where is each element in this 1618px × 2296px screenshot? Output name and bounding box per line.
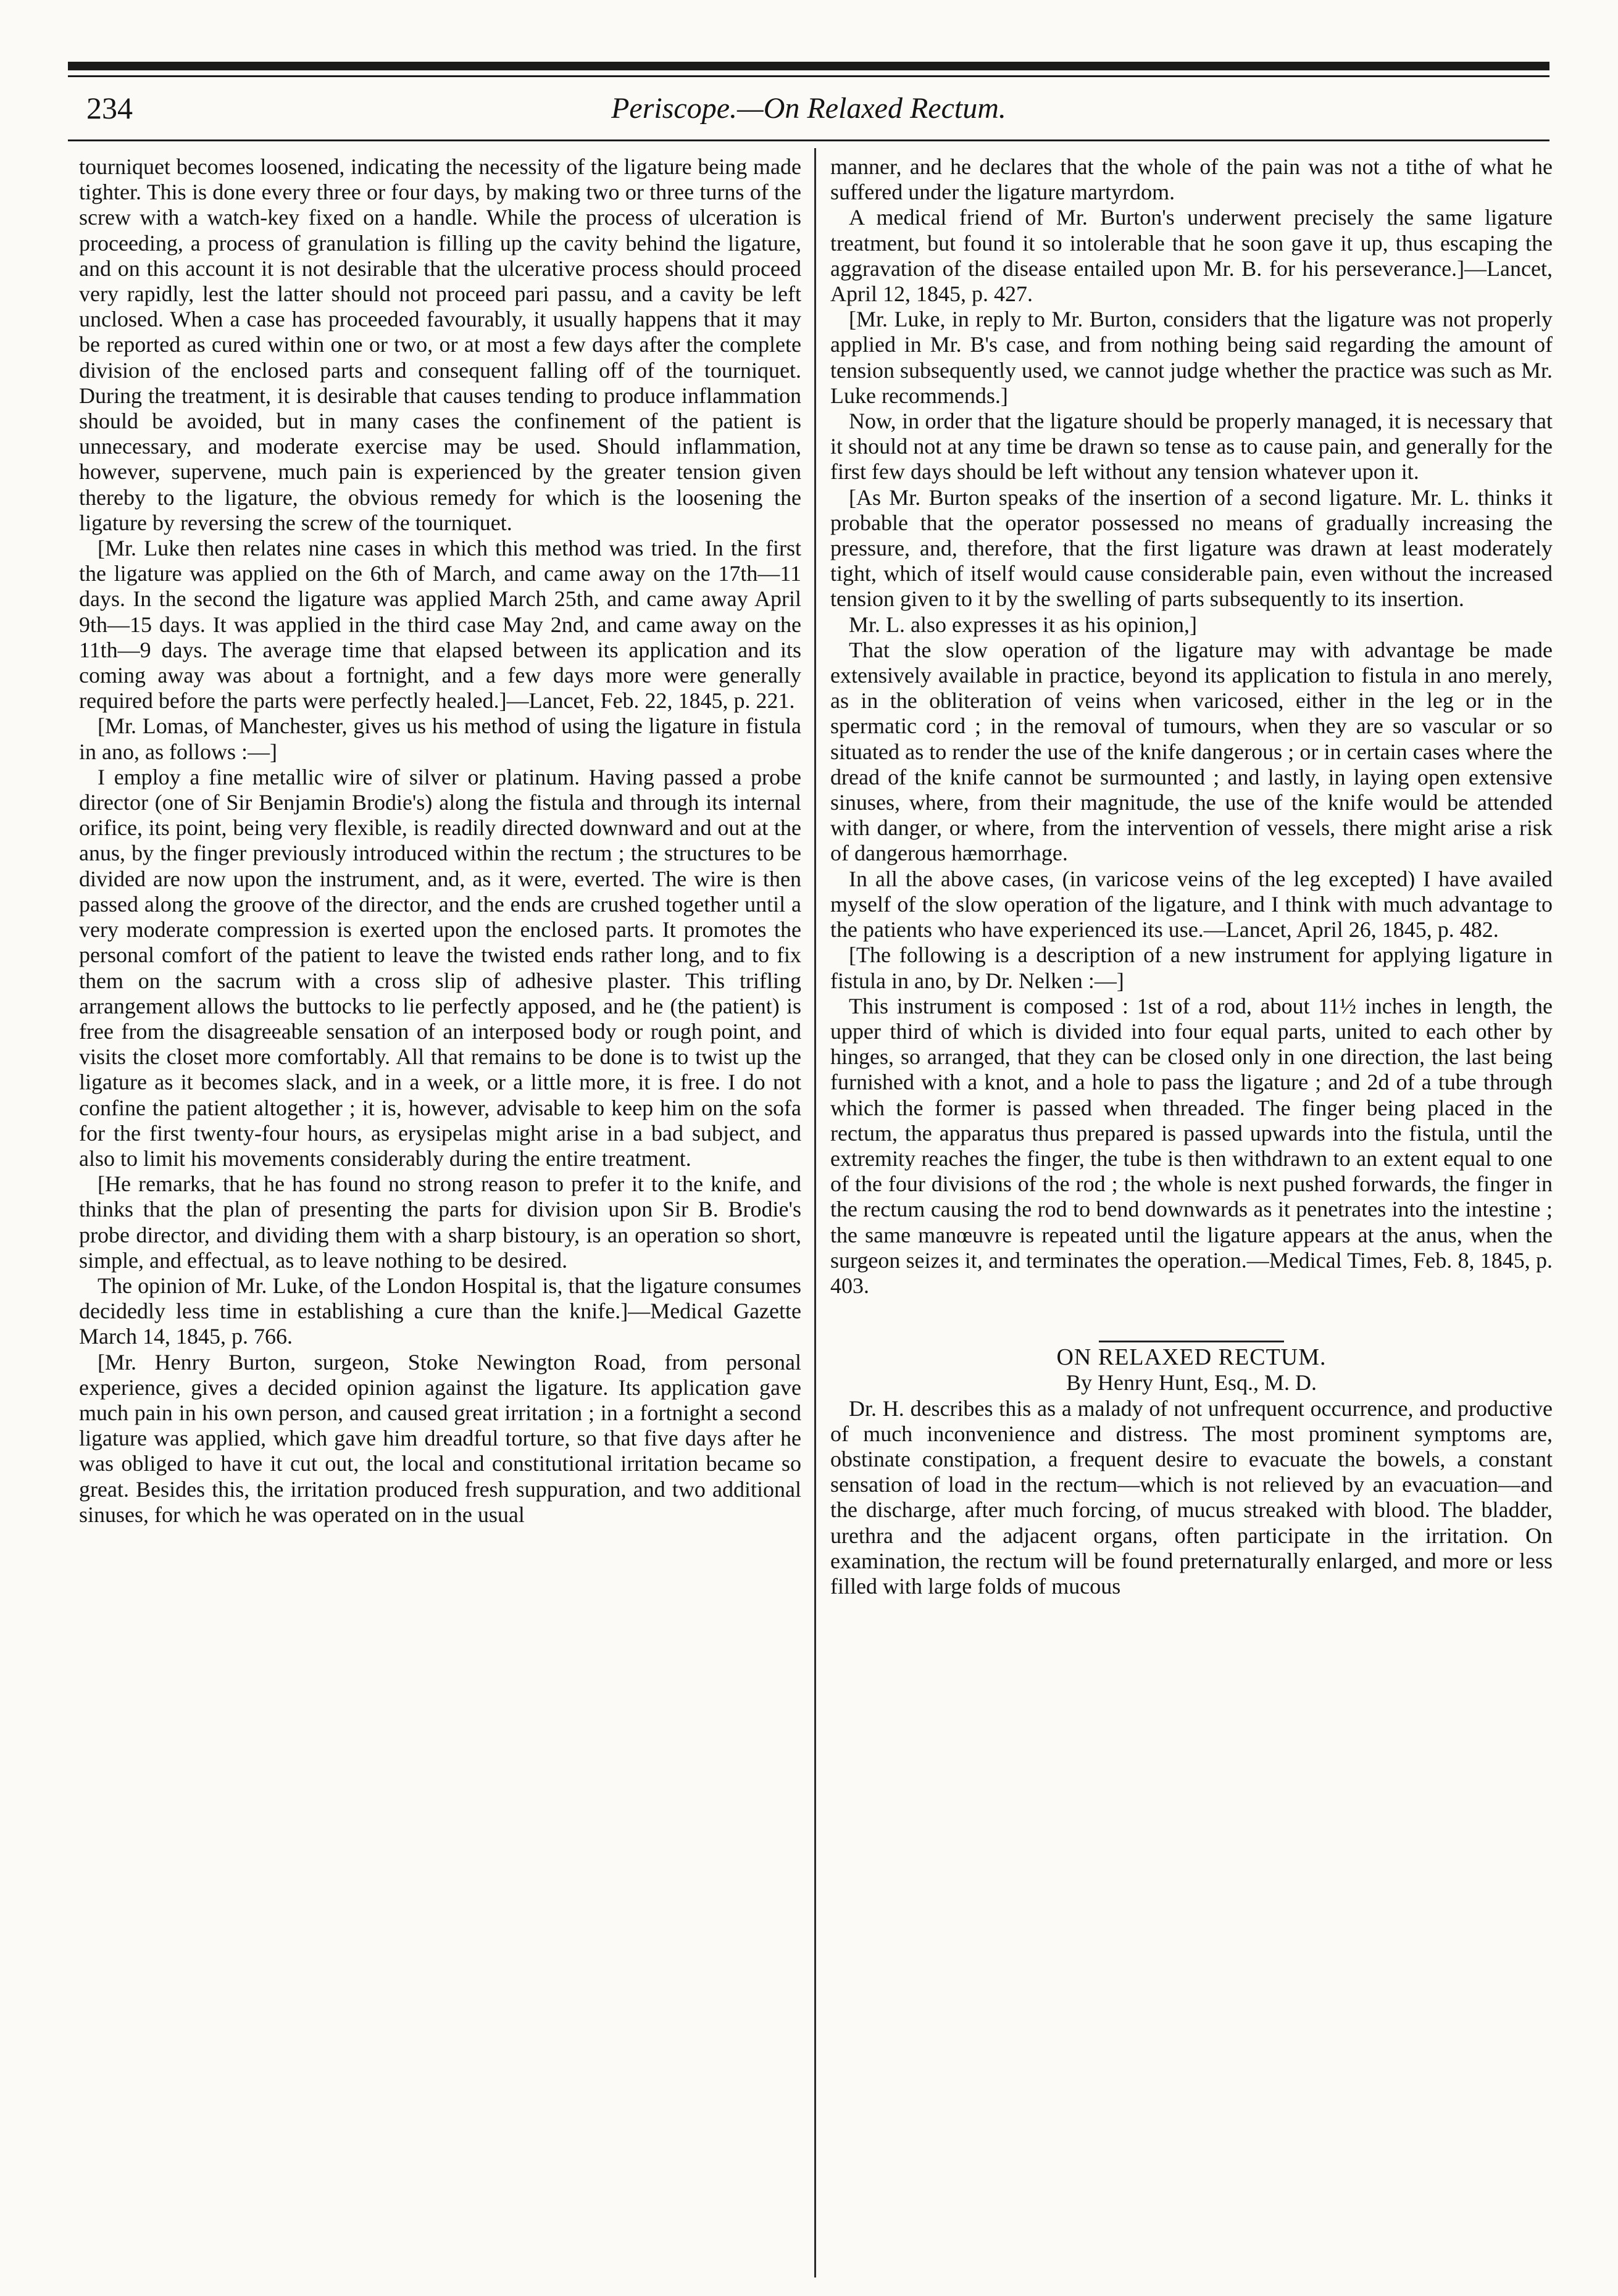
left-column [79, 154, 801, 2277]
section-spacer [830, 1299, 1553, 1336]
paragraph: That the slow operation of the ligature may with advantage be made extensively available in practice, beyond its application to fistula in ano merely, as in the obliteration of veins when varicosed, either in the leg or in the spermatic cord ; in the removal of tumours, when they are so vascular or so situated as to render the use of the knife dangerous ; or in certain cases where the dread of the knife cannot be surmounted ; and lastly, in laying open extensive sinuses, where, from their magnitude, the use of the knife would be attended with danger, or where, from the intervention of vessels, there might arise a risk of dangerous hæmorrhage. [830, 637, 1553, 866]
column-divider [814, 148, 816, 2277]
section-title: ON RELAXED RECTUM. [1056, 1344, 1327, 1371]
header-rule [68, 139, 1549, 141]
paragraph: I employ a fine metallic wire of silver or platinum. Having passed a probe director (one of Sir Benjamin Brodie's) along the fistula and through its internal orifice, its point, being very flexible, is readily directed downward and out at the anus, by the finger previously introduced within the rectum ; the structures to be divided are now upon the instrument, and, as it were, everted. The wire is then passed along the groove of the director, and the ends are crushed together until a very moderate compression is exerted upon the enclosed parts. It promotes the personal comfort of the patient to leave the twisted ends rather long, and to fix them on the sacrum with a cross slip of adhesive plaster. This trifling arrangement allows the buttocks to lie perfectly apposed, and he (the patient) is free from the disagreeable sensation of an interposed body or rough point, and visits the closet more comfortably. All that remains to be done is to twist up the ligature as it becomes slack, and in a week, or a little more, it is free. I do not confine the patient altogether ; it is, however, advisable to keep him on the sofa for the first twenty-four hours, as erysipelas might arise in a bad subject, and also to limit his movements considerably during the entire treatment. [79, 764, 801, 1171]
paragraph: manner, and he declares that the whole of the pain was not a tithe of what he suffered under the ligature martyrdom. [830, 154, 1553, 205]
top-double-rule [68, 62, 1549, 70]
paragraph: Now, in order that the ligature should be properly managed, it is necessary that it should not at any time be drawn so tense as to cause pain, and generally for the first few days should be left without any tension whatever upon it. [830, 409, 1553, 485]
section-rule [1099, 1341, 1284, 1342]
right-column [830, 154, 1553, 2277]
paragraph: In all the above cases, (in varicose veins of the leg excepted) I have availed myself of the slow operation of the ligature, and I think with much advantage to the patients who have experienced its use.—Lancet, April 26, 1845, p. 482. [830, 866, 1553, 942]
section-byline: By Henry Hunt, Esq., M. D. [1066, 1370, 1317, 1395]
paragraph: Dr. H. describes this as a malady of not unfrequent occurrence, and productive of much inconvenience and distress. The most prominent symptoms are, obstinate constipation, a frequent desire to evacuate the bowels, a constant sensation of load in the rectum—which is not relieved by an evacuation—and the discharge, after much forcing, of mucus streaked with blood. The bladder, urethra and the adjacent organs, often participate in the irritation. On examination, the rectum will be found preternaturally enlarged, and more or less filled with large folds of mucous [830, 1395, 1553, 1599]
paragraph: [He remarks, that he has found no strong reason to prefer it to the knife, and thinks that the plan of presenting the parts for division upon Sir B. Brodie's probe director, and dividing them with a sharp bistoury, is an operation so short, simple, and effectual, as to leave nothing to be desired. [79, 1171, 801, 1273]
page-header [74, 86, 1543, 136]
paragraph: This instrument is composed : 1st of a rod, about 11½ inches in length, the upper third of which is divided into four equal parts, united to each other by hinges, so arranged, that they can be closed only in one direction, the last being furnished with a knot, and a hole to pass the ligature ; and 2d of a tube through which the former is passed when threaded. The finger being placed in the rectum, the apparatus thus prepared is passed upwards into the fistula, until the extremity reaches the finger, the tube is then withdrawn to an extent equal to one of the four divisions of the rod ; the whole is next pushed forwards, the finger in the rectum causing the rod to bend downwards as it penetrates into the intestine ; the same manœuvre is repeated until the ligature appears at the anus, when the surgeon seizes it, and terminates the operation.—Medical Times, Feb. 8, 1845, p. 403. [830, 993, 1553, 1298]
paragraph: [As Mr. Burton speaks of the insertion of a second ligature. Mr. L. thinks it probable that the operator possessed no means of gradually increasing the pressure, and, therefore, that the first ligature was drawn at least moderately tight, which of itself would cause considerable pain, even without the increased tension given to it by the swelling of parts subsequently to its insertion. [830, 485, 1553, 612]
paragraph: Mr. L. also expresses it as his opinion,] [849, 612, 1197, 637]
paragraph: [The following is a description of a new instrument for applying ligature in fistula in ano, by Dr. Nelken :—] [830, 942, 1553, 993]
paragraph: [Mr. Lomas, of Manchester, gives us his method of using the ligature in fistula in ano, as follows :—] [79, 713, 801, 764]
paragraph: tourniquet becomes loosened, indicating the necessity of the ligature being made tighter. This is done every three or four days, by making two or three turns of the screw with a watch-key fixed on a handle. While the process of ulceration is proceeding, a process of granulation is filling up the cavity behind the ligature, and on this account it is not desirable that the ulcerative process should proceed very rapidly, lest the latter should not proceed pari passu, and a cavity be left unclosed. When a case has proceeded favourably, it usually happens that it may be reported as cured within one or two, or at most a few days after the complete division of the enclosed parts and consequent falling off of the tourniquet. During the treatment, it is desirable that causes tending to produce inflammation should be avoided, but in many cases the confinement of the patient is unnecessary, and moderate exercise may be used. Should inflammation, however, supervene, much pain is experienced by the greater tension given thereby to the ligature, the obvious remedy for which is the loosening the ligature by reversing the screw of the tourniquet. [79, 154, 801, 535]
paragraph: The opinion of Mr. Luke, of the London Hospital is, that the ligature consumes decidedly less time in establishing a cure than the knife.]—Medical Gazette March 14, 1845, p. 766. [79, 1273, 801, 1349]
top-thin-rule [68, 75, 1549, 77]
paragraph: A medical friend of Mr. Burton's underwent precisely the same ligature treatment, but found it so intolerable that he soon gave it up, thus escaping the aggravation of the disease entailed upon Mr. B. for his perseverance.]—Lancet, April 12, 1845, p. 427. [830, 205, 1553, 307]
page-number: 234 [86, 91, 133, 125]
paragraph: [Mr. Luke, in reply to Mr. Burton, considers that the ligature was not properly applied in Mr. B's case, and from nothing being said regarding the amount of tension subsequently used, we cannot judge whether the practice was such as Mr. Luke recommends.] [830, 307, 1553, 408]
paragraph: [Mr. Henry Burton, surgeon, Stoke Newington Road, from personal experience, gives a decided opinion against the ligature. Its application gave much pain in his own person, and caused great irritation ; in a fortnight a second ligature was applied, which gave him dreadful torture, so that five days after he was obliged to have it cut out, the local and constitutional irritation became so great. Besides this, the irritation produced fresh suppuration, and two additional sinuses, for which he was operated on in the usual [79, 1349, 801, 1527]
paragraph: [Mr. Luke then relates nine cases in which this method was tried. In the first the ligature was applied on the 6th of March, and came away on the 17th—11 days. In the second the ligature was applied March 25th, and came away April 9th—15 days. It was applied in the third case May 2nd, and came away on the 11th—9 days. The average time that elapsed between its application and its coming away was about a fortnight, and a few days more were generally required before the parts were perfectly healed.]—Lancet, Feb. 22, 1845, p. 221. [79, 536, 801, 713]
running-head: Periscope.—On Relaxed Rectum. [611, 92, 1006, 125]
